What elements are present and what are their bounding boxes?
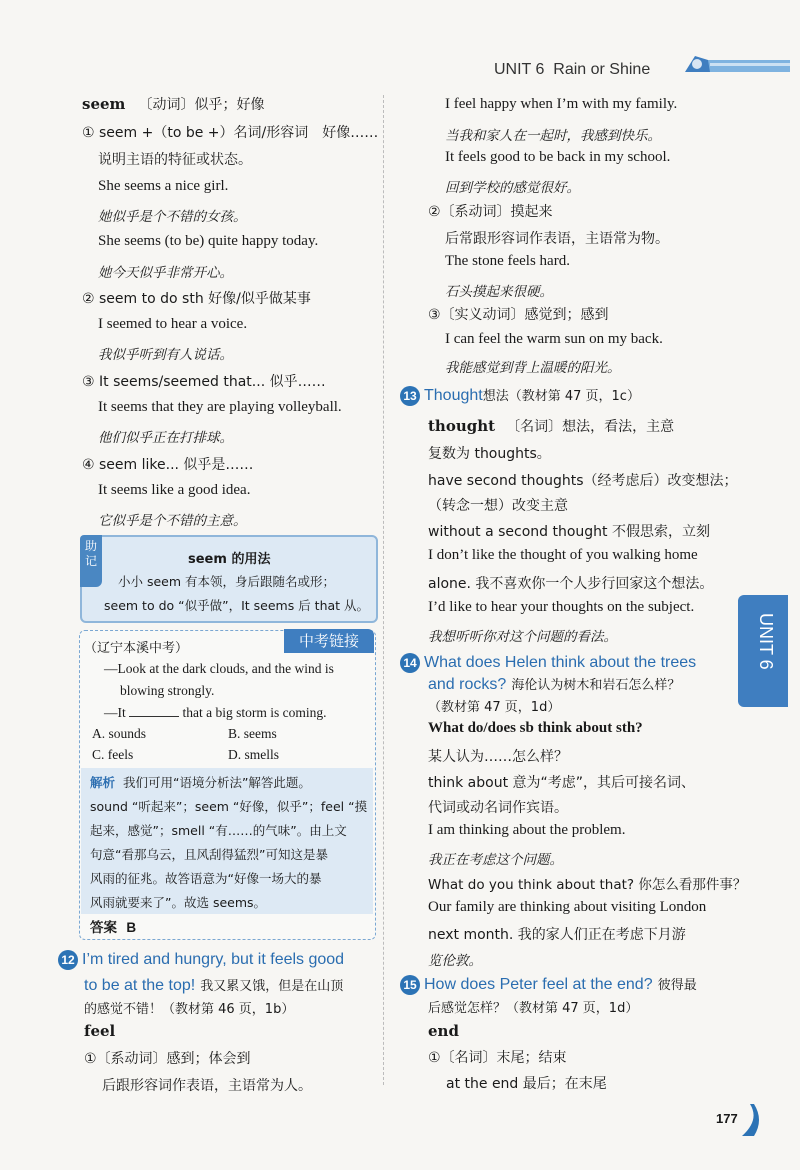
usage-text: 〔系动词〕感到；体会到 — [96, 1051, 251, 1067]
unit-side-tab — [738, 595, 788, 707]
example-zh: 览伦敦。 — [428, 953, 482, 969]
example-en: The stone feels hard. — [445, 253, 570, 269]
thought-entry — [428, 416, 674, 436]
answer-value: B — [126, 920, 137, 935]
column-divider — [383, 95, 384, 1085]
seem-entry — [82, 94, 265, 114]
analysis-line: 句意“看那乌云，且风刮得猛烈”可知这是暴 — [90, 847, 328, 862]
tip-line: seem to do “似乎做”，It seems 后 that 从。 — [104, 598, 370, 613]
usage-number: ① — [84, 1051, 97, 1067]
example-en: It seems like a good idea. — [98, 482, 251, 498]
example-mixed: alone. 我不喜欢你一个人步行回家这个想法。 — [428, 576, 714, 592]
section-translation: 想法（教材第 47 页，1c） — [482, 389, 640, 404]
section-number-badge: 12 — [58, 950, 78, 970]
usage-note: 说明主语的特征或状态。 — [98, 152, 252, 168]
feel-usage-2 — [428, 201, 553, 221]
example-mixed: next month. 我的家人们正在考虑下月游 — [428, 927, 686, 943]
usage-number: ③ — [428, 307, 441, 323]
header-ribbon-icon — [680, 50, 790, 80]
section-translation: （教材第 47 页，1d） — [428, 700, 561, 715]
example-zh: 回到学校的感觉很好。 — [445, 180, 580, 196]
example-en: It seems that they are playing volleyball. — [98, 399, 342, 415]
example-en: She seems a nice girl. — [98, 178, 229, 194]
seem-usage-3 — [82, 371, 326, 391]
usage-number: ④ — [82, 457, 95, 473]
usage-text: seem like... 似乎是…… — [99, 457, 254, 473]
pattern-heading: What do/does sb think about sth? — [428, 720, 643, 736]
example-zh: 它似乎是个不错的主意。 — [98, 513, 247, 529]
section-sentence: and rocks? — [428, 676, 507, 693]
memory-tip-tab: 助记 — [80, 535, 102, 587]
usage-number: ② — [82, 291, 95, 307]
note-line: （转念一想）改变主意 — [428, 498, 568, 514]
example-zh: 他们似乎正在打排球。 — [98, 430, 233, 446]
seem-usage-1 — [82, 122, 378, 142]
section-sentence: How does Peter feel at the end? — [424, 976, 653, 993]
section-13-heading — [400, 385, 640, 406]
note-line: 代词或动名词作宾语。 — [428, 800, 568, 816]
tip-line: 小小 seem 有本领，身后跟随名或形； — [118, 574, 336, 589]
usage-note: 后跟形容词作表语，主语常为人。 — [102, 1078, 312, 1094]
exam-source: （辽宁本溪中考） — [84, 641, 189, 656]
usage-number: ③ — [82, 374, 95, 390]
usage-number: ① — [428, 1050, 441, 1066]
analysis-line: 起来，感觉”；smell “有……的气味”。由上文 — [90, 823, 347, 838]
section-translation: 彼得最 — [657, 978, 697, 993]
end-headword: end — [428, 1022, 459, 1040]
note-line: think about 意为“考虑”，其后可接名词、 — [428, 775, 696, 791]
section-sentence: What does Helen think about the trees — [424, 654, 697, 671]
exam-link-banner: 中考链接 — [284, 629, 374, 653]
analysis-line: sound “听起来”；seem “好像，似乎”；feel “摸 — [90, 799, 368, 814]
example-zh: 我想听听你对这个问题的看法。 — [428, 629, 617, 645]
example-zh: 我正在考虑这个问题。 — [428, 852, 563, 868]
usage-text: 〔名词〕末尾；结束 — [440, 1050, 567, 1066]
option-a: A. sounds — [92, 726, 147, 741]
section-translation: 海伦认为树木和岩石怎么样？ — [511, 678, 681, 693]
usage-text: 〔系动词〕摸起来 — [440, 204, 553, 220]
usage-text: seem to do sth 好像/似乎做某事 — [99, 291, 311, 307]
example-zh: 当我和家人在一起时，我感到快乐。 — [445, 128, 661, 144]
note-line: have second thoughts（经考虑后）改变想法； — [428, 473, 738, 489]
seem-headword: seem — [82, 95, 126, 113]
thought-pos: 〔名词〕想法，看法，主意 — [506, 419, 675, 435]
example-zh: 她似乎是个不错的女孩。 — [98, 209, 247, 225]
exam-question: blowing strongly. — [120, 683, 215, 698]
feel-usage-1 — [84, 1048, 251, 1068]
example-zh: 我能感觉到背上温暖的阳光。 — [445, 360, 621, 376]
feel-usage-3 — [428, 304, 609, 324]
usage-text: 〔实义动词〕感觉到；感到 — [440, 307, 609, 323]
section-sentence: Thought — [424, 387, 483, 404]
example-zh: 她今天似乎非常开心。 — [98, 265, 233, 281]
usage-number: ① — [82, 125, 95, 141]
section-12-heading — [58, 950, 344, 970]
thought-headword: thought — [428, 417, 496, 435]
seem-usage-4 — [82, 454, 253, 474]
section-12-line2 — [84, 975, 343, 995]
unit-label: UNIT 6 — [494, 61, 545, 78]
option-c: C. feels — [92, 747, 134, 762]
analysis-line: 风雨就要来了”。故选 seems。 — [90, 895, 267, 910]
option-b: B. seems — [228, 726, 277, 741]
exam-question: —Look at the dark clouds, and the wind is — [104, 661, 334, 676]
section-sentence: I’m tired and hungry, but it feels good — [82, 951, 345, 969]
example-mixed: What do you think about that? 你怎么看那件事？ — [428, 877, 747, 893]
example-en: I’d like to hear your thoughts on the subject. — [428, 599, 695, 615]
answer-blank — [129, 716, 179, 717]
analysis-label: 解析 — [90, 775, 116, 790]
usage-text: It seems/seemed that... 似乎…… — [99, 374, 326, 390]
page-number: 177 — [716, 1111, 738, 1126]
example-zh: 石头摸起来很硬。 — [445, 284, 553, 300]
exam-text: —It — [104, 705, 126, 720]
answer-line — [90, 916, 136, 936]
analysis-line: 风雨的征兆。故答语意为“好像一场大的暴 — [90, 871, 322, 886]
exam-text: that a big storm is coming. — [182, 705, 327, 720]
exam-question-blank — [104, 705, 327, 721]
section-number-badge: 13 — [400, 386, 420, 406]
seem-usage-2 — [82, 288, 311, 308]
example-en: I don’t like the thought of you walking home — [428, 547, 698, 563]
usage-note: at the end 最后；在末尾 — [446, 1076, 607, 1092]
section-number-badge: 15 — [400, 975, 420, 995]
analysis-text: 我们可用“语境分析法”解答此题。 — [122, 775, 311, 790]
example-en: I seemed to hear a voice. — [98, 316, 248, 332]
section-15-heading — [400, 974, 697, 995]
seem-pos: 〔动词〕似乎；好像 — [138, 97, 265, 113]
unit-title: Rain or Shine — [553, 61, 651, 78]
section-14-line2 — [428, 674, 680, 694]
section-sentence: to be at the top! — [84, 977, 196, 994]
usage-text: seem +（to be +）名词/形容词 好像…… — [99, 125, 379, 141]
section-translation: 我又累又饿，但是在山顶 — [200, 979, 344, 994]
example-en: She seems (to be) quite happy today. — [98, 233, 319, 249]
usage-number: ② — [428, 204, 441, 220]
example-en: Our family are thinking about visiting London — [428, 899, 707, 915]
side-tab-label: UNIT 6 — [756, 613, 776, 670]
section-14-heading — [400, 652, 696, 673]
analysis-line — [90, 773, 311, 791]
answer-label: 答案 — [90, 920, 117, 936]
usage-note: 后常跟形容词作表语，主语常为物。 — [445, 231, 669, 247]
feel-headword: feel — [84, 1022, 116, 1040]
section-translation: 的感觉不错！（教材第 46 页，1b） — [84, 1002, 295, 1017]
example-zh: 我似乎听到有人说话。 — [98, 347, 233, 363]
example-en: I am thinking about the problem. — [428, 822, 626, 838]
note-line: 某人认为……怎么样？ — [428, 749, 568, 765]
section-translation: 后感觉怎样？（教材第 47 页，1d） — [428, 1001, 639, 1016]
example-en: I feel happy when I’m with my family. — [445, 96, 678, 112]
note-line: 复数为 thoughts。 — [428, 446, 551, 462]
tip-title: seem 的用法 — [188, 552, 271, 567]
example-en: It feels good to be back in my school. — [445, 149, 671, 165]
header-unit — [494, 61, 650, 79]
option-d: D. smells — [228, 747, 280, 762]
end-usage-1 — [428, 1047, 567, 1067]
note-line: without a second thought 不假思索，立刻 — [428, 524, 710, 540]
section-number-badge: 14 — [400, 653, 420, 673]
example-en: I can feel the warm sun on my back. — [445, 331, 663, 347]
